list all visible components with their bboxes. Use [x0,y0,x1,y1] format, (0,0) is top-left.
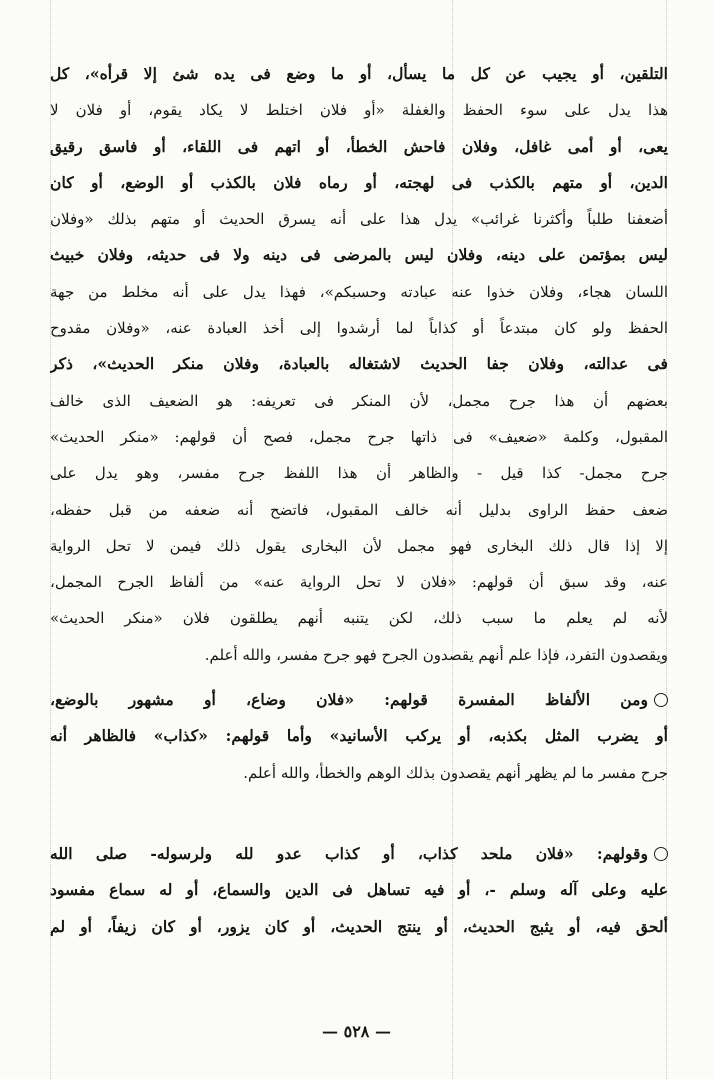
text-line: ويقصدون التفرد، فإذا علم أنهم يقصدون الجرح فهو جرح مفسر، والله أعلم. [204,645,668,664]
paragraph-2 [50,682,668,791]
circle-bullet-icon [654,847,668,861]
text-line: جرح مفسر ما لم يظهر أنهم يقصدون بذلك الوهم والخطأ، والله أعلم. [243,763,668,782]
text-line: عنه، وقد سبق أن قولهم: «فلان لا تحل الرواية عنه» من ألفاظ الجرح المجمل، [50,573,668,592]
text-line [50,682,668,718]
text-line: ضعف حفظ الراوى بدليل أنه خالف المقبول، فاتضح أنه ضعفه من قبل حفظه، [50,500,668,519]
text-line: التلقين، أو يجيب عن كل ما يسأل، أو ما وضع فى يده شئ إلا قرأه»، كل [50,64,668,83]
text-line-content: ومن الألفاظ المفسرة قولهم: «فلان وضاع، أو مشهور بالوضع، [50,690,648,709]
text-line: لأنه لم يعلم ما سبب ذلك، لكن يتنبه أنهم يطلقون فلان «منكر الحديث» [50,609,668,628]
text-line: أو يضرب المثل بكذبه، أو يركب الأسانيد» وأما قولهم: «كذاب» فالظاهر أنه [50,726,668,746]
page-number: — ٥٢٨ — [322,1022,391,1041]
text-line: يعى، أو أمى غافل، وفلان فاحش الخطأ، أو اتهم فى اللقاء، أو فاسق رقيق [50,136,668,156]
circle-bullet-icon [654,693,668,707]
paragraph-3 [50,836,668,945]
text-line: الدين، أو متهم بالكذب فى لهجته، أو رماه فلان بالكذب أو الوضع، أو كان [50,172,668,192]
text-line: ليس بمؤتمن على دينه، وفلان ليس بالمرضى فى دينه ولا فى حديثه، وفلان خبيث [50,245,668,265]
text-line: أضعفنا طلباً وأكثرنا غرائب» يدل هذا على أنه يسرق الحديث أو متهم بذلك «وفلان [50,210,668,229]
paragraph-1 [50,56,668,673]
text-line: هذا يدل على سوء الحفظ والغفلة «أو فلان اختلط لا يكاد يقوم، أو فلان لا [50,101,668,120]
text-line: اللسان هجاء، وفلان خذوا عنه عبادته وحسبكم»، فهذا يدل على أنه مخلط من جهة [50,282,668,301]
text-line: فى عدالته، وفلان جفا الحديث لاشتغاله بالعبادة، وفلان منكر الحديث»، ذكر [50,354,668,374]
text-line-content: وقولهم: «فلان ملحد كذاب، أو كذاب عدو لله ولرسوله- صلى الله [50,844,648,863]
text-line: جرح مجمل- كذا قيل - والظاهر أن هذا اللفظ جرح مفسر، وهو يدل على [50,464,668,483]
text-line [50,836,668,872]
text-line: إلا إذا قال ذلك البخارى فهو مجمل لأن البخارى يقول ذلك فيمن لا تحل الرواية [50,536,668,555]
text-line: عليه وعلى آله وسلم -، أو فيه تساهل فى الدين والسماع، أو له سماع مفسود [50,880,668,900]
text-line: الحفظ ولو كان مبتدعاً أو كذاباً لما أرشدوا إلى أخذ العبادة عنه، «وفلان مقدوح [50,319,668,338]
text-line: ألحق فيه، أو يثبج الحديث، أو ينتج الحديث، أو كان يزور، أو كان زيفاً، أو لم [50,916,668,936]
text-line: بعضهم أن هذا جرح مجمل، لأن المنكر فى تعريفه: هو الضعيف الذى خالف [50,391,668,410]
text-line: المقبول، وكلمة «ضعيف» فى ذاتها جرح مجمل، فصح أن قولهم: «منكر الحديث» [50,427,668,446]
